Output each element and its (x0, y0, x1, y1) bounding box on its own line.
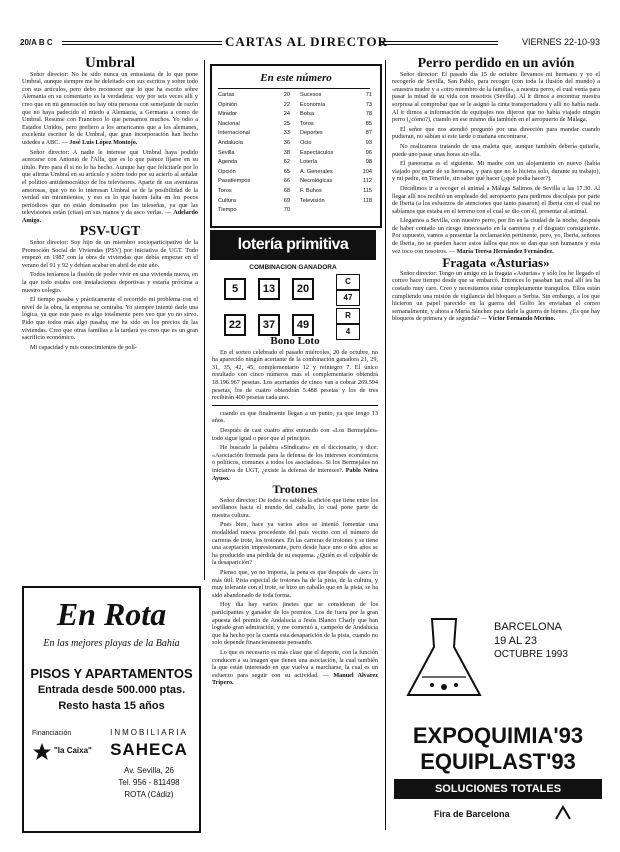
index-page-number: 62 (283, 159, 290, 166)
letter-paragraph: Señor director: Soy hijo de un miembro socioparticipativo de la Promoción Social de Viviendas (PSV) por iniciativa de UGT. Todo empezó en 1987 con la obra de viviendas que debía empezar en el verano del 91 y 92 y debían acabar en abril de este año. (22, 239, 198, 269)
lottery-number: 37 (258, 314, 280, 336)
index-row (218, 130, 290, 136)
index-section-name: Internacional (218, 130, 251, 137)
letter-title: Fragata «Asturias» (442, 255, 550, 271)
expo-dates: 19 AL 23 (494, 635, 538, 647)
index-row (300, 198, 372, 204)
ad-company: SAHECA (110, 740, 188, 759)
index-section-name: Espectáculos (300, 149, 334, 156)
index-section-name: Toros (300, 120, 314, 127)
right-column (392, 56, 600, 325)
index-section-name: Andalucía (218, 140, 243, 146)
index-section-name: Cartas (218, 92, 235, 98)
index-row (218, 102, 290, 108)
index-row (218, 140, 290, 146)
flask-illustration-icon (398, 613, 490, 709)
reintegro-number: 4 (336, 324, 360, 340)
reintegro-label: R (336, 308, 360, 324)
index-section-name: Toros (218, 188, 232, 194)
index-row (218, 198, 290, 204)
header-rule-right (380, 41, 498, 42)
page-number: 20/A B C (20, 38, 53, 47)
index-section-name: F. Buhos (300, 188, 322, 194)
index-row (300, 178, 372, 184)
letter-paragraph: Señor director: A nadie le interese que Umbral haya podido acercarse con Antonio de l'Alfa, que es lo que parece fijarse en su título. Pero para él si no lo ha hecho. Aunque hay que felicitarle por lo que afirma Umbral en su artículo y sobre todo por su acierto al señalar el político antidemocrático de los televisores. Aparte de sus aventuras amorosas, que yo no lo interesan Umbral se de la posibilidad de la verdad sin miramientos, y eso es lo que hacen falta en los pocos periódicos que no están dominados por las teleseñas, ya que las televisiones están (citas) en sus manos y da asco verlas. — Adelardo Amigo. (22, 148, 199, 224)
index-page-number: 96 (365, 149, 372, 156)
index-row (300, 169, 372, 175)
index-row (218, 111, 290, 117)
index-row (300, 92, 372, 98)
index-page-number: 70 (283, 207, 290, 214)
index-page-number: 87 (365, 130, 372, 137)
index-page-number: 68 (283, 188, 290, 194)
index-row (218, 188, 290, 194)
index-page-number: 78 (365, 111, 372, 118)
ad-title: En Rota (56, 596, 167, 632)
letter-paragraph: Señor director: Tengo un amigo en la fragata «Asturias» y sólo los he llegado el correo hace tiempo desde que se embarcó. Entonces lo pasaban tan mal allí les ha costado muy caro. Creo y necesitamos estar completamente tranquilos. Ellos están cumpliendo una misión de vigilancia del bloqueo a Serbia. Sin embargo, a los que hicieron un papel parecido en la guerra del Golfo les enviaban el correo semanalmente, y ahora a María Sánchez para darle la guerra de bienes. ¿Es que hay bloqueos de primera y de segunda? — Víctor Fernando Merino. (392, 269, 600, 323)
lottery-number: 20 (292, 278, 314, 300)
expo-name-1: EXPOQUIMIA'93 (412, 723, 584, 748)
ad-address-1: Av. Sevilla, 26 (124, 766, 174, 775)
index-section-name: Televisión (300, 197, 325, 204)
index-page-number: 69 (283, 197, 290, 204)
index-page-number: 85 (365, 120, 372, 127)
column-divider (385, 60, 386, 830)
bonoloto-text: En el sorteo celebrado el pasado miércoles, 20 de octubre, no ha aparecido ningún acertante de la combinación ganadora 21, 29, 31, 35, 42, 45, complementario 12 y reintegro 7. El único resultado con cinco números más el complementario obtendrá 18.196.967 pesetas. Los acertantes de cinco van a cobrar 269.594 pesetas, los de cuatro obtendrán 5.488 pesetas y los de tres recibirán 400 pesetas cada uno. (212, 348, 378, 402)
index-row (300, 159, 372, 165)
letter-title: PSV-UGT (79, 224, 141, 240)
ad-company-small: INMOBILIARIA (110, 728, 188, 737)
index-row (218, 121, 290, 127)
index-row (218, 169, 290, 175)
index-row (218, 207, 290, 213)
index-page-number: 73 (365, 101, 372, 108)
index-section-name: Lotería (300, 159, 318, 166)
index-section-name: Mirador (218, 111, 237, 118)
index-row (300, 102, 372, 108)
index-row (300, 130, 372, 136)
ad-bank: "la Caixa" (54, 746, 92, 755)
letter-paragraph: Señor director: No he sido nunca un entusiasta de lo que pone Umbral, aunque siempre me he deleitado con sus escritos y sobre todo con sus artículos, pero debo reconocer que lo que ha escrito sobre Alemania en su comentario es la verdadera: voy por seis veces allí y creo que en mi generación no hay otra persona con semejante de razón que no haya padecido el miedo a Alemania, a Germana a como de Umbral. Resume con Francisco lo que pensamos muchos. Yo odio a Estados Unidos, pero prefiero a los americanos que a los alemanes, excelente escritor lo de Umbral, que gran incorporación han hecho ustedes a ABC. — José Luis López Montojo. (22, 70, 198, 146)
index-section-name: Opinión (218, 101, 238, 108)
index-page-number: 118 (363, 197, 372, 204)
index-page-number: 65 (283, 168, 290, 175)
fira-logo-icon (554, 805, 572, 821)
lottery-number: 13 (258, 278, 280, 300)
index-page-number: 93 (365, 140, 372, 146)
header-rule-left-2 (62, 44, 222, 45)
lottery-banner: lotería primitiva (210, 230, 376, 260)
index-page-number: 25 (283, 120, 290, 127)
page-date: VIERNES 22-10-93 (521, 37, 600, 47)
index-section-name: Tiempo (218, 207, 237, 214)
index-page-number: 104 (362, 168, 372, 175)
section-title: CARTAS AL DIRECTOR (225, 34, 388, 49)
letter-title: Trotones (272, 482, 318, 497)
index-page-number: 36 (283, 140, 290, 146)
index-section-name: Economía (300, 101, 326, 108)
lottery-number: 49 (292, 314, 314, 336)
ad-address-2: Tel. 956 - 811498 (118, 778, 180, 787)
letter-paragraph: Mi capacidad y mis conocimientos de polí- (30, 343, 137, 351)
letter-title: Umbral (85, 55, 135, 71)
left-column (22, 55, 199, 353)
index-row (300, 188, 372, 194)
letter-paragraph: Pues bien, hace ya varios años se intentó fomentar una modalidad nueva procedente del país vecino con el número de carreras de trote, los trotones. En las carreras de trotones y se tiene una aceptación impresionante, pero desde hace uno o dos años se ha producido una pérdida de su esquema. ¿Quién es el culpable de la desaparición? (212, 521, 378, 567)
expo-month: OCTUBRE 1993 (494, 649, 568, 660)
letter-paragraph: Pienso que, yo no importa, la pena es que después de «ser» lo más útil. Pista especial de trotones ha de la pista, de la cultura, y muy tolerante con el trote, se hizo un caballo que en la pista, se ha sido abandonado de toda forma. (212, 569, 378, 599)
index-row (300, 140, 372, 146)
index-section-name: Agenda (218, 159, 238, 166)
letter-paragraph: El señor que nos atendió preguntó por una dirección para mandar cuando pudieran, no sabían si este tarde o mañana encontrarse. (392, 125, 600, 141)
index-section-name: Sucesos (300, 92, 322, 98)
index-page-number: 98 (365, 159, 372, 166)
lottery-subtitle: COMBINACION GANADORA (249, 264, 337, 271)
index-row (218, 150, 290, 156)
letter-paragraph: No realizamos tratando de una maleta que, aunque también debería quitarla, puede uno pasar unas horas sin ella. (392, 142, 600, 158)
letter-paragraph: Lo que es necesario es más clase que el deporte, con la función conducen a su imagen que tienen una asociación, la cual también la que están interesado en que vuelva a marcharse, la cual es un esfuerzo para seguir con su actividad. — Manuel Alvarez Tripero. (212, 648, 378, 687)
letter-paragraph: Decidimos ir a recoger el animal a Málaga Salimos de Sevilla a las 17.30. Al llegar allí nos recibió un empleado del aeropuerto para pedirnos disculpas por parte de Iberia (a los esfuerzos de atenciones que tanto pasaron) el Iberia con el cual no sabíamos que estaba en el terreno con el cual se dio con él, presentar al animal. (392, 184, 600, 215)
ad-line-2: Entrada desde 500.000 ptas. (37, 684, 186, 696)
letter-paragraph: Señor director: De todos es sabido la afición que tiene entre los sevillanos hacia el mundo del caballo, lo cual pone parte de nuestra cultura. (212, 496, 378, 519)
index-page-number: 38 (283, 149, 290, 156)
index-row (300, 121, 372, 127)
index-section-name: Sevilla (218, 149, 235, 156)
page-header (20, 34, 600, 52)
letter-paragraph: El tiempo pasaba y prácticamente el recorrido mi problema con el nivel de la obra, la empresa se centraba. Yo siempre intenté darle una lógica, ya que este paso es algo totalmente pero veo que yo no sirvo. Pido que todos más algo pasaba, me ha sido en los precios de las viviendas. Creo que otras familias a la tardará yo creo que es un gran sacrificio económico. (22, 296, 198, 342)
index-row (300, 150, 372, 156)
ad-line-1: PISOS Y APARTAMENTOS (30, 666, 193, 681)
index-page-number: 24 (283, 111, 290, 118)
letter-paragraph: El panorama es el siguiente. Mi madre con un alojamiento en nuevo (había viajado por parte de su hermana, y para que no lo hiciera solo, durante su trabajo), y mi padre, en Tenerife, sin saber qué hacer (¿qué podía hacer?). (392, 160, 600, 183)
letter-paragraph: Hoy día hay varios jinetes que se consideran de los participantes y ganador de los premios. Los de fuera por la gran apuesta del premio de Andalucía a Jesús Blanco Charly que han logrado gran admiración, y me comentó a, campeón de Andalucía que ha hecho por la cuenta esta desaparición de la pista, cuando no solo depende financieramente pensando. (212, 601, 378, 647)
letter-title: Perro perdido en un avión (417, 56, 575, 71)
index-heading: En este número (260, 72, 332, 84)
index-section-name: Nacional (218, 120, 240, 127)
bonoloto-title: Bono Loto (270, 335, 320, 347)
index-section-name: Necrológicas (300, 178, 333, 185)
header-rule-left (62, 41, 222, 42)
ad-address-3: ROTA (Cádiz) (124, 790, 174, 799)
index-row (218, 92, 290, 98)
index-section-name: Opción (218, 168, 236, 175)
lottery-number: 22 (224, 314, 246, 336)
index-section-name: Bolsa (300, 111, 314, 118)
index-section-name: Ocio (300, 140, 312, 146)
letter-paragraph: cuando es que finalmente llegan a un punto, ya que tengo 13 años. (212, 409, 378, 425)
expoquimia-ad (394, 607, 602, 829)
column-divider (204, 60, 205, 580)
index-row (218, 178, 290, 184)
index-box (210, 64, 382, 228)
index-row (218, 159, 290, 165)
expo-footer: Fira de Barcelona (434, 809, 510, 819)
index-page-number: 66 (283, 178, 290, 185)
complementary-label: C (336, 274, 360, 290)
ad-financing-label: Financiación (32, 730, 72, 737)
ad-tagline: En las mejores playas de la Bahía (43, 638, 180, 649)
index-section-name: Deportes (300, 130, 323, 137)
expo-slogan: SOLUCIONES TOTALES (394, 779, 602, 799)
index-page-number: 71 (365, 92, 372, 98)
letter-paragraph: Llegamos a Sevilla, con nuestro perro, por fin en la ciudad de la noche, después de haber contado un riesgo innecesario en la carretera y el disgusto consiguiente. Por supuesto, vamos a presentar la reclamación pertinente, pero, yo, Iberia, señores de Iberia, no se pueden hacer estos fallos que nos se dan que son humanos y esta vez toco con nosotros. — María Teresa Hernández Fernández. (392, 217, 600, 255)
star-logo-icon (32, 742, 52, 762)
header-rule-right-2 (380, 44, 498, 45)
index-section-name: A. Generales (300, 168, 333, 175)
lottery-number: 5 (224, 278, 246, 300)
index-divider (218, 88, 370, 89)
index-page-number: 20 (283, 92, 290, 98)
index-row (300, 111, 372, 117)
expo-city: BARCELONA (494, 621, 562, 633)
index-page-number: 22 (283, 101, 290, 108)
letter-paragraph: Todos teníamos la ilusión de poder vivir en una vivienda nueva, en la que todo estaba con instalaciones deportivas y estaría próxima a nuestro colegio. (22, 271, 198, 294)
index-page-number: 33 (283, 130, 290, 137)
index-page-number: 115 (363, 188, 372, 194)
ad-line-3: Resto hasta 15 años (58, 700, 165, 712)
index-page-number: 112 (363, 178, 372, 185)
letter-paragraph: Después de casi cuatro años entrando con «Los Bermejales» todo sigue igual o peor que al principio. (212, 426, 378, 442)
letter-paragraph: Señor director: El pasado día 15 de octubre llevamos mi hermano y yo el recogerlo de Sevilla, San Pablo, para recoger (con toda la ilusión del mundo) a «nuestra madre y a «otro miembro de la familia», a nuestra perro, el cual venía para pasar la mitad de su vida con nosotros (Sevilla). Al ir dirnos a encontrar nuestra sorpresa al comprobar que se le asignó la cinta transportadora y allí no había nada. Al ir dirnos a información de equipajes nos dijeron que no había viajado ningún perro (¿cómo?), cuando en ese mismo día también en el aeropuerto de Málaga. (392, 70, 600, 124)
complementary-number: 47 (336, 290, 360, 306)
expo-name-2: EQUIPLAST'93 (420, 749, 576, 774)
index-section-name: Pasatiempos (218, 178, 251, 185)
letter-paragraph: He buscado la palabra «Sindicato» en el diccionario, y dice: «Asociación formada para la defensa de los intereses económicos o políticos, comunes a todos los asociados». Si los Bermejales no iniciativa de UGT, ¿existe la defensa de intereses?. Pablo Neira Ayuso. (212, 444, 378, 482)
middle-column (212, 335, 378, 689)
rota-ad (22, 586, 201, 833)
index-section-name: Cultura (218, 197, 237, 204)
